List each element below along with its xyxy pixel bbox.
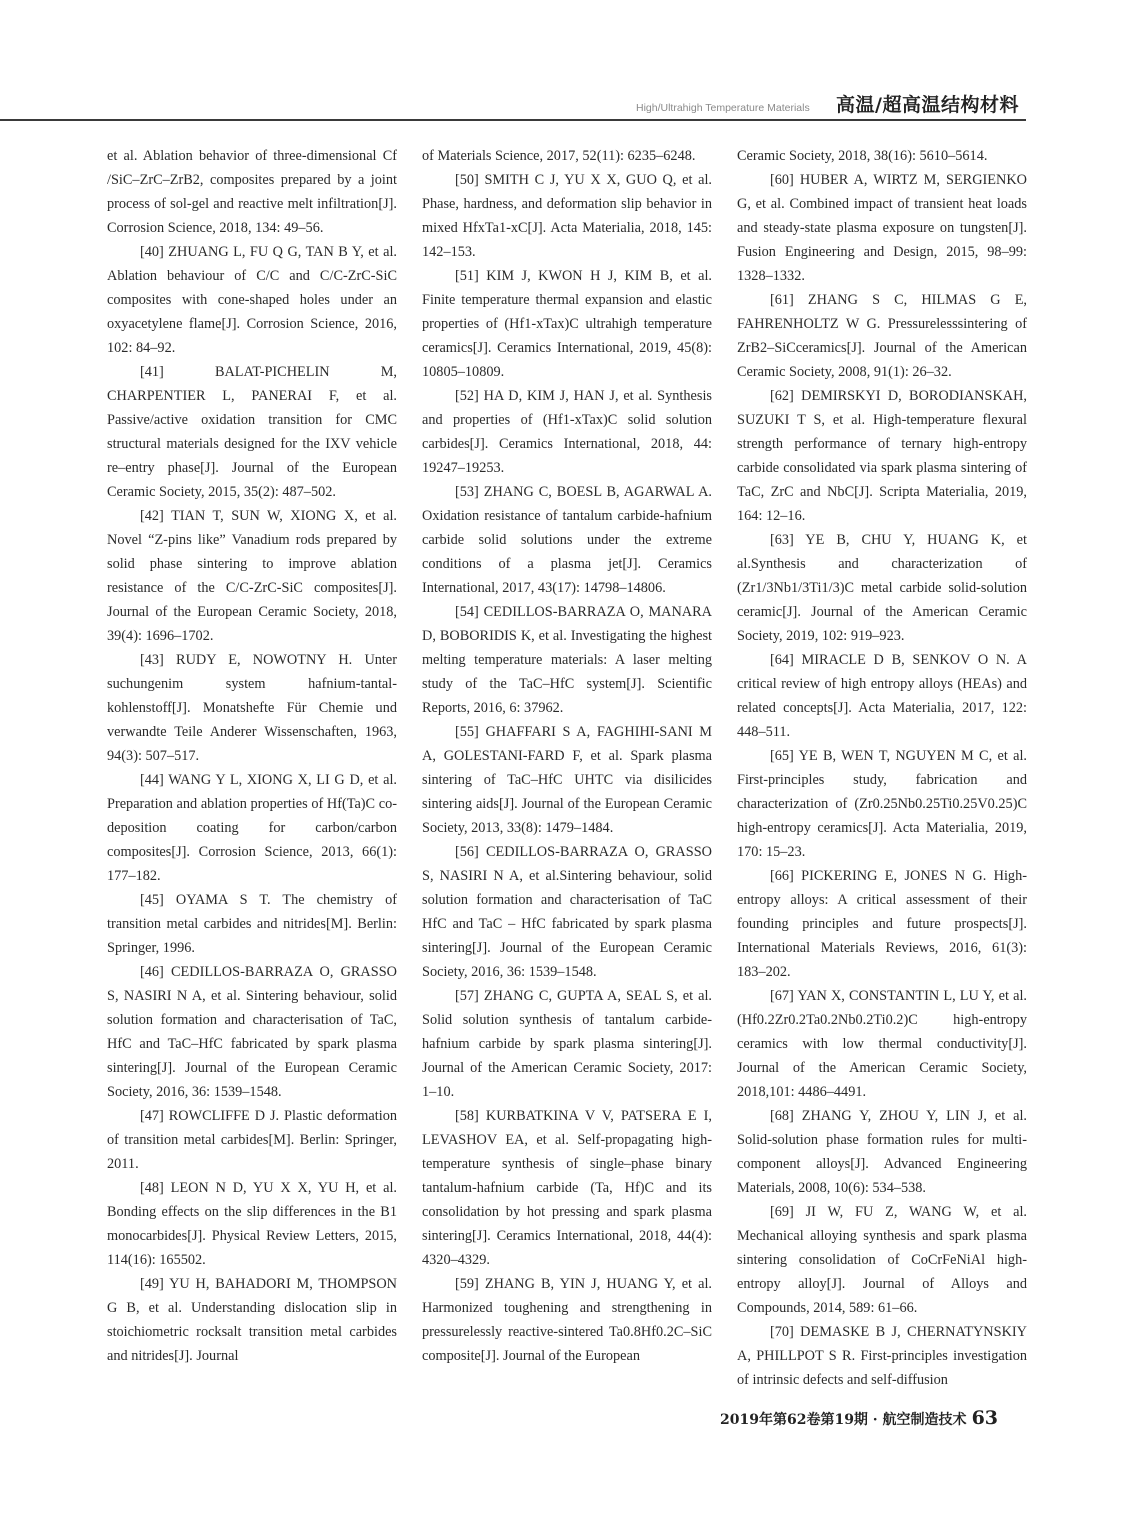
reference-entry: [49] YU H, BAHADORI M, THOMPSON G B, et al. Understanding dislocation slip in stoichiometric rocksalt transition metal carbides and nitrides[J]. Journal — [107, 1276, 397, 1364]
reference-column-3 — [737, 144, 1027, 1392]
reference-continuation: Ceramic Society, 2018, 38(16): 5610–5614. — [737, 148, 988, 164]
reference-continuation: et al. Ablation behavior of three-dimensional Cf /SiC–ZrC–ZrB2, composites prepared by a joint process of sol-gel and reactive melt infiltration[J]. Corrosion Science, 2018, 134: 49–56. — [107, 148, 397, 236]
journal-header-english: High/Ultrahigh Temperature Materials — [636, 102, 810, 114]
reference-entry: [58] KURBATKINA V V, PATSERA E I, LEVASHOV EA, et al. Self-propagating high-temperature synthesis of single–phase binary tantalum-hafnium carbide (Ta, Hf)C and its consolidation by hot pressing and spark plasma sintering[J]. Ceramics International, 2018, 44(4): 4320–4329. — [422, 1108, 712, 1268]
reference-entry: [67] YAN X, CONSTANTIN L, LU Y, et al. (Hf0.2Zr0.2Ta0.2Nb0.2Ti0.2)C high-entropy ceramics with low thermal conductivity[J]. Journal of the American Ceramic Society, 2018,101: 4486–4491. — [737, 988, 1027, 1100]
reference-entry: [42] TIAN T, SUN W, XIONG X, et al. Novel “Z-pins like” Vanadium rods prepared by solid phase sintering to improve ablation resistance of the C/C-ZrC-SiC composites[J]. Journal of the European Ceramic Society, 2018, 39(4): 1696–1702. — [107, 508, 397, 644]
header-rule — [0, 119, 1026, 121]
reference-entry: [57] ZHANG C, GUPTA A, SEAL S, et al. Solid solution synthesis of tantalum carbide-hafnium carbide by spark plasma sintering[J]. Journal of the American Ceramic Society, 2017: 1–10. — [422, 988, 712, 1100]
reference-entry: [69] JI W, FU Z, WANG W, et al. Mechanical alloying synthesis and spark plasma sintering consolidation of CoCrFeNiAl high-entropy alloy[J]. Journal of Alloys and Compounds, 2014, 589: 61–66. — [737, 1204, 1027, 1316]
reference-entry: [43] RUDY E, NOWOTNY H. Unter suchungenim system hafnium-tantal-kohlenstoff[J]. Monatshefte Für Chemie und verwandte Teile Anderer Wissenschaften, 1963, 94(3): 507–517. — [107, 652, 397, 764]
journal-header-chinese: 高温/超高温结构材料 — [836, 94, 1019, 116]
reference-entry: [54] CEDILLOS-BARRAZA O, MANARA D, BOBORIDIS K, et al. Investigating the highest melting temperature materials: A laser melting study of the TaC–HfC system[J]. Scientific Reports, 2016, 6: 37962. — [422, 604, 712, 716]
reference-entry: [62] DEMIRSKYI D, BORODIANSKAH, SUZUKI T S, et al. High-temperature flexural strength performance of ternary high-entropy carbide consolidated via spark plasma sintering of TaC, ZrC and NbC[J]. Scripta Materialia, 2019, 164: 12–16. — [737, 388, 1027, 524]
issue-info: 2019年第62卷第19期 · 航空制造技术 — [720, 1412, 967, 1428]
reference-entry: [60] HUBER A, WIRTZ M, SERGIENKO G, et al. Combined impact of transient heat loads and steady-state plasma exposure on tungsten[J]. Fusion Engineering and Design, 2015, 98–99: 1328–1332. — [737, 172, 1027, 284]
reference-entry: [50] SMITH C J, YU X X, GUO Q, et al. Phase, hardness, and deformation slip behavior in mixed HfxTa1-xC[J]. Acta Materialia, 2018, 145: 142–153. — [422, 172, 712, 260]
reference-entry: [68] ZHANG Y, ZHOU Y, LIN J, et al. Solid-solution phase formation rules for multi-component alloys[J]. Advanced Engineering Materials, 2008, 10(6): 534–538. — [737, 1108, 1027, 1196]
reference-continuation: of Materials Science, 2017, 52(11): 6235–6248. — [422, 148, 696, 164]
reference-entry: [46] CEDILLOS-BARRAZA O, GRASSO S, NASIRI N A, et al. Sintering behaviour, solid solution formation and characterisation of TaC, HfC and TaC–HfC fabricated by spark plasma sintering[J]. Journal of the European Ceramic Society, 2016, 36: 1539–1548. — [107, 964, 397, 1100]
reference-entry: [64] MIRACLE D B, SENKOV O N. A critical review of high entropy alloys (HEAs) and related concepts[J]. Acta Materialia, 2017, 122: 448–511. — [737, 652, 1027, 740]
reference-entry: [70] DEMASKE B J, CHERNATYNSKIY A, PHILLPOT S R. First-principles investigation of intrinsic defects and self-diffusion — [737, 1324, 1027, 1388]
reference-entry: [66] PICKERING E, JONES N G. High-entropy alloys: A critical assessment of their founding principles and future prospects[J]. International Materials Reviews, 2016, 61(3): 183–202. — [737, 868, 1027, 980]
reference-entry: [63] YE B, CHU Y, HUANG K, et al.Synthesis and characterization of (Zr1/3Nb1/3Ti1/3)C metal carbide solid-solution ceramic[J]. Journal of the American Ceramic Society, 2019, 102: 919–923. — [737, 532, 1027, 644]
reference-entry: [56] CEDILLOS-BARRAZA O, GRASSO S, NASIRI N A, et al.Sintering behaviour, solid solution formation and characterisation of TaC HfC and TaC – HfC fabricated by spark plasma sintering[J]. Journal of the European Ceramic Society, 2016, 36: 1539–1548. — [422, 844, 712, 980]
reference-entry: [45] OYAMA S T. The chemistry of transition metal carbides and nitrides[M]. Berlin: Springer, 1996. — [107, 892, 397, 956]
reference-entry: [41] BALAT-PICHELIN M, CHARPENTIER L, PANERAI F, et al. Passive/active oxidation transition for CMC structural materials designed for the IXV vehicle re–entry phase[J]. Journal of the European Ceramic Society, 2015, 35(2): 487–502. — [107, 364, 397, 500]
reference-entry: [59] ZHANG B, YIN J, HUANG Y, et al. Harmonized toughening and strengthening in pressurelessly reactive-sintered Ta0.8Hf0.2C–SiC composite[J]. Journal of the European — [422, 1276, 712, 1364]
reference-entry: [51] KIM J, KWON H J, KIM B, et al. Finite temperature thermal expansion and elastic properties of (Hf1-xTax)C ultrahigh temperature ceramics[J]. Ceramics International, 2019, 45(8): 10805–10809. — [422, 268, 712, 380]
reference-entry: [48] LEON N D, YU X X, YU H, et al. Bonding effects on the slip differences in the B1 monocarbides[J]. Physical Review Letters, 2015, 114(16): 165502. — [107, 1180, 397, 1268]
reference-entry: [52] HA D, KIM J, HAN J, et al. Synthesis and properties of (Hf1-xTax)C solid solution carbides[J]. Ceramics International, 2018, 44: 19247–19253. — [422, 388, 712, 476]
reference-entry: [61] ZHANG S C, HILMAS G E, FAHRENHOLTZ W G. Pressurelesssintering of ZrB2–SiCceramics[J]. Journal of the American Ceramic Society, 2008, 91(1): 26–32. — [737, 292, 1027, 380]
reference-entry: [53] ZHANG C, BOESL B, AGARWAL A. Oxidation resistance of tantalum carbide-hafnium carbide solid solutions under the extreme conditions of a plasma jet[J]. Ceramics International, 2017, 43(17): 14798–14806. — [422, 484, 712, 596]
page-number: 63 — [971, 1407, 999, 1429]
reference-entry: [55] GHAFFARI S A, FAGHIHI-SANI M A, GOLESTANI-FARD F, et al. Spark plasma sintering of TaC–HfC UHTC via disilicides sintering aids[J]. Journal of the European Ceramic Society, 2013, 33(8): 1479–1484. — [422, 724, 712, 836]
reference-column-2 — [422, 144, 712, 1368]
reference-entry: [47] ROWCLIFFE D J. Plastic deformation of transition metal carbides[M]. Berlin: Springer, 2011. — [107, 1108, 397, 1172]
reference-entry: [65] YE B, WEN T, NGUYEN M C, et al. First-principles study, fabrication and characterization of (Zr0.25Nb0.25Ti0.25V0.25)C high-entropy ceramics[J]. Acta Materialia, 2019, 170: 15–23. — [737, 748, 1027, 860]
reference-entry: [44] WANG Y L, XIONG X, LI G D, et al. Preparation and ablation properties of Hf(Ta)C co-deposition coating for carbon/carbon composites[J]. Corrosion Science, 2013, 66(1): 177–182. — [107, 772, 397, 884]
reference-column-1 — [107, 144, 397, 1368]
page-footer — [720, 1407, 998, 1429]
reference-entry: [40] ZHUANG L, FU Q G, TAN B Y, et al. Ablation behaviour of C/C and C/C-ZrC-SiC composites with cone-shaped holes under an oxyacetylene flame[J]. Corrosion Science, 2016, 102: 84–92. — [107, 244, 397, 356]
